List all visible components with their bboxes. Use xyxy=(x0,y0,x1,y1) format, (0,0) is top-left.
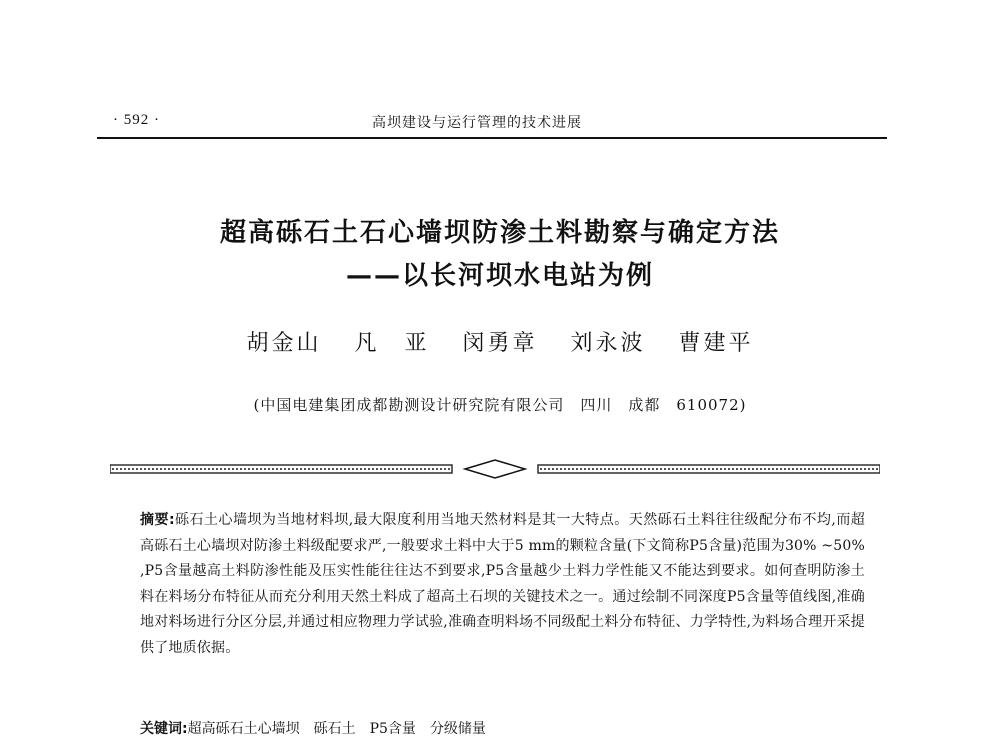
paper-subtitle: ——以长河坝水电站为例 xyxy=(345,261,654,291)
header-rule xyxy=(97,137,887,139)
page-number: · 592 · xyxy=(113,112,160,128)
affiliation: (中国电建集团成都勘测设计研究院有限公司 四川 成都 610072) xyxy=(253,396,747,414)
keyword-item: 砾石土 xyxy=(313,721,356,737)
author-name: 闵勇章 xyxy=(462,331,538,356)
divider-right-bar xyxy=(538,465,880,473)
author-name: 刘永波 xyxy=(570,331,646,356)
author-name: 曹建平 xyxy=(678,331,754,356)
abstract-label: 摘要: xyxy=(140,512,175,528)
running-title: 高坝建设与运行管理的技术进展 xyxy=(372,115,582,131)
keyword-item: 分级储量 xyxy=(429,721,486,737)
ornamental-divider xyxy=(110,458,880,480)
paper-title: 超高砾石土石心墙坝防渗土料勘察与确定方法 xyxy=(219,218,780,248)
abstract xyxy=(140,508,865,661)
author-name: 凡 亚 xyxy=(354,331,430,356)
keywords xyxy=(140,717,865,742)
page-header xyxy=(97,108,887,136)
abstract-text: 砾石土心墙坝为当地材料坝,最大限度利用当地天然材料是其一大特点。天然砾石土料往往级配分布不均,而超高砾石土心墙坝对防渗土料级配要求严,一般要求土料中大于5 mm的颗粒含量(下文简称P5含量)范围为30% ~50% ,P5含量越高土料防渗性能及压实性能往往达不到要求,P5含量越少土料力学性能又不能达到要求。如何查明防渗土料在料场分布特征从而充分利用天然土料成了超高土石坝的关键技术之一。通过绘制不同深度P5含量等值线图,准确地对料场进行分区分层,并通过相应物理力学试验,准确查明料场不同级配土料分布特征、力学特性,为料场合理开采提供了地质依据。 xyxy=(140,512,866,656)
divider-left-bar xyxy=(110,465,452,473)
diamond-icon xyxy=(465,460,525,478)
author-name: 胡金山 xyxy=(246,331,322,356)
keyword-item: 超高砾石土心墙坝 xyxy=(187,721,300,737)
author-list xyxy=(0,326,1000,357)
keywords-label: 关键词: xyxy=(140,721,188,737)
keyword-item: P5含量 xyxy=(369,721,416,737)
